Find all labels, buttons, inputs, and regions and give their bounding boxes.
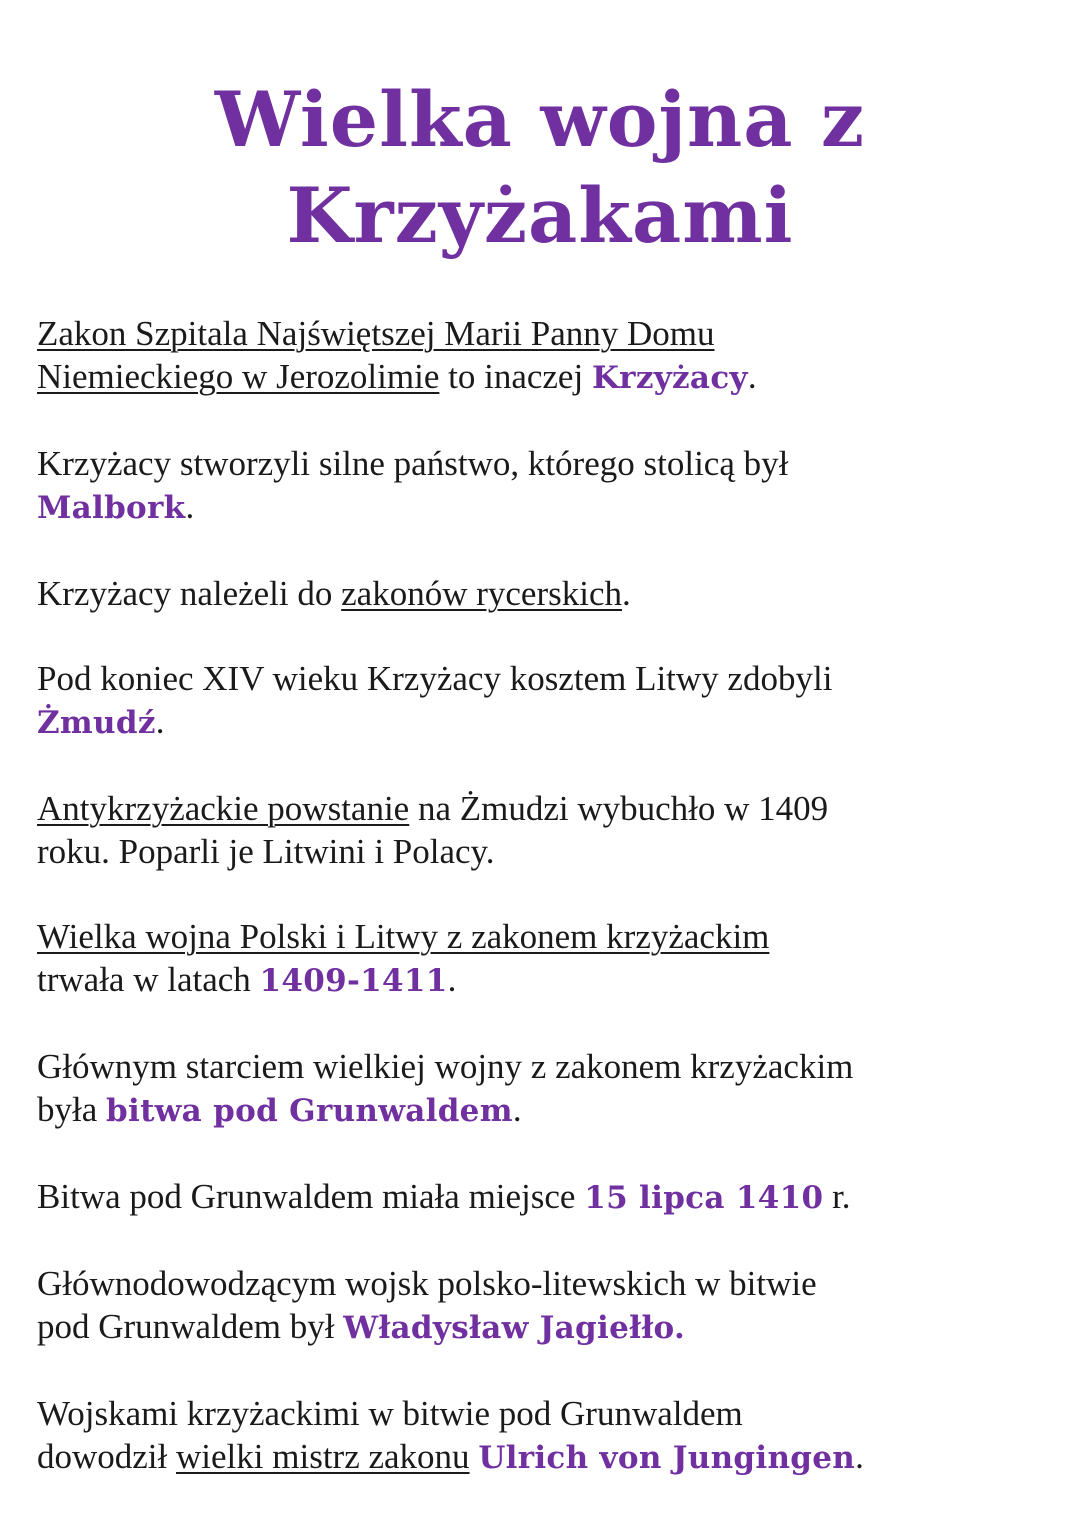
highlighted-term: 15 lipca 1410 (584, 1180, 824, 1216)
paragraph-5 (37, 787, 1057, 873)
paragraph-7 (37, 1045, 1057, 1133)
text-segment: . (855, 1437, 864, 1476)
text-segment: była (37, 1090, 107, 1129)
notes-body (37, 312, 1057, 1522)
paragraph-9 (37, 1262, 1057, 1350)
paragraph-3 (37, 572, 1057, 615)
highlighted-term: Władysław Jagiełło. (343, 1310, 686, 1346)
paragraph-8 (37, 1175, 1057, 1220)
text-segment: . (185, 487, 195, 526)
text-segment: Wojskami krzyżackimi w bitwie pod Grunwaldem (37, 1394, 743, 1433)
paragraph-10 (37, 1392, 1057, 1480)
text-segment: Głównodowodzącym wojsk polsko-litewskich w bitwie (37, 1264, 817, 1303)
highlighted-term: bitwa pod Grunwaldem (106, 1093, 513, 1129)
underlined-phrase: wielki mistrz zakonu (176, 1437, 470, 1476)
text-segment: . (747, 357, 757, 396)
title-line-2: Krzyżakami (286, 171, 794, 260)
highlighted-term: Ulrich von Jungingen (478, 1440, 856, 1476)
text-segment: . (622, 574, 631, 613)
underlined-phrase: zakonów rycerskich (341, 574, 622, 613)
text-segment: Krzyżacy stworzyli silne państwo, którego stolicą był (37, 444, 789, 483)
text-segment: r. (823, 1177, 851, 1216)
underlined-phrase: Zakon Szpitala Najświętszej Marii Panny Domu (37, 314, 715, 353)
highlighted-term: Żmudź (37, 705, 156, 741)
page-title (0, 72, 1080, 264)
paragraph-1 (37, 312, 1057, 400)
text-segment: roku. Poparli je Litwini i Polacy. (37, 832, 495, 871)
title-line-1: Wielka wojna z (214, 75, 866, 164)
text-segment: na Żmudzi wybuchło w 1409 (409, 789, 829, 828)
paragraph-6 (37, 915, 1057, 1003)
text-segment: Bitwa pod Grunwaldem miała miejsce (37, 1177, 585, 1216)
text-segment: Krzyżacy należeli do (37, 574, 342, 613)
text-segment: to inaczej (439, 357, 592, 396)
underlined-phrase: Antykrzyżackie powstanie (37, 789, 410, 828)
text-segment: trwała w latach (37, 960, 260, 999)
text-segment: dowodził (37, 1437, 177, 1476)
text-segment (470, 1437, 479, 1476)
highlighted-term: Malbork (37, 490, 186, 526)
text-segment: Pod koniec XIV wieku Krzyżacy kosztem Litwy zdobyli (37, 659, 833, 698)
text-segment: . (512, 1090, 522, 1129)
highlighted-term: 1409-1411 (259, 963, 448, 999)
paragraph-4 (37, 657, 1057, 745)
underlined-phrase: Niemieckiego w Jerozolimie (37, 357, 440, 396)
text-segment: pod Grunwaldem był (37, 1307, 344, 1346)
text-segment: . (155, 702, 165, 741)
text-segment: Głównym starciem wielkiej wojny z zakonem krzyżackim (37, 1047, 854, 1086)
underlined-phrase: Wielka wojna Polski i Litwy z zakonem krzyżackim (37, 917, 770, 956)
text-segment: . (447, 960, 457, 999)
paragraph-2 (37, 442, 1057, 530)
highlighted-term: Krzyżacy (591, 360, 748, 396)
